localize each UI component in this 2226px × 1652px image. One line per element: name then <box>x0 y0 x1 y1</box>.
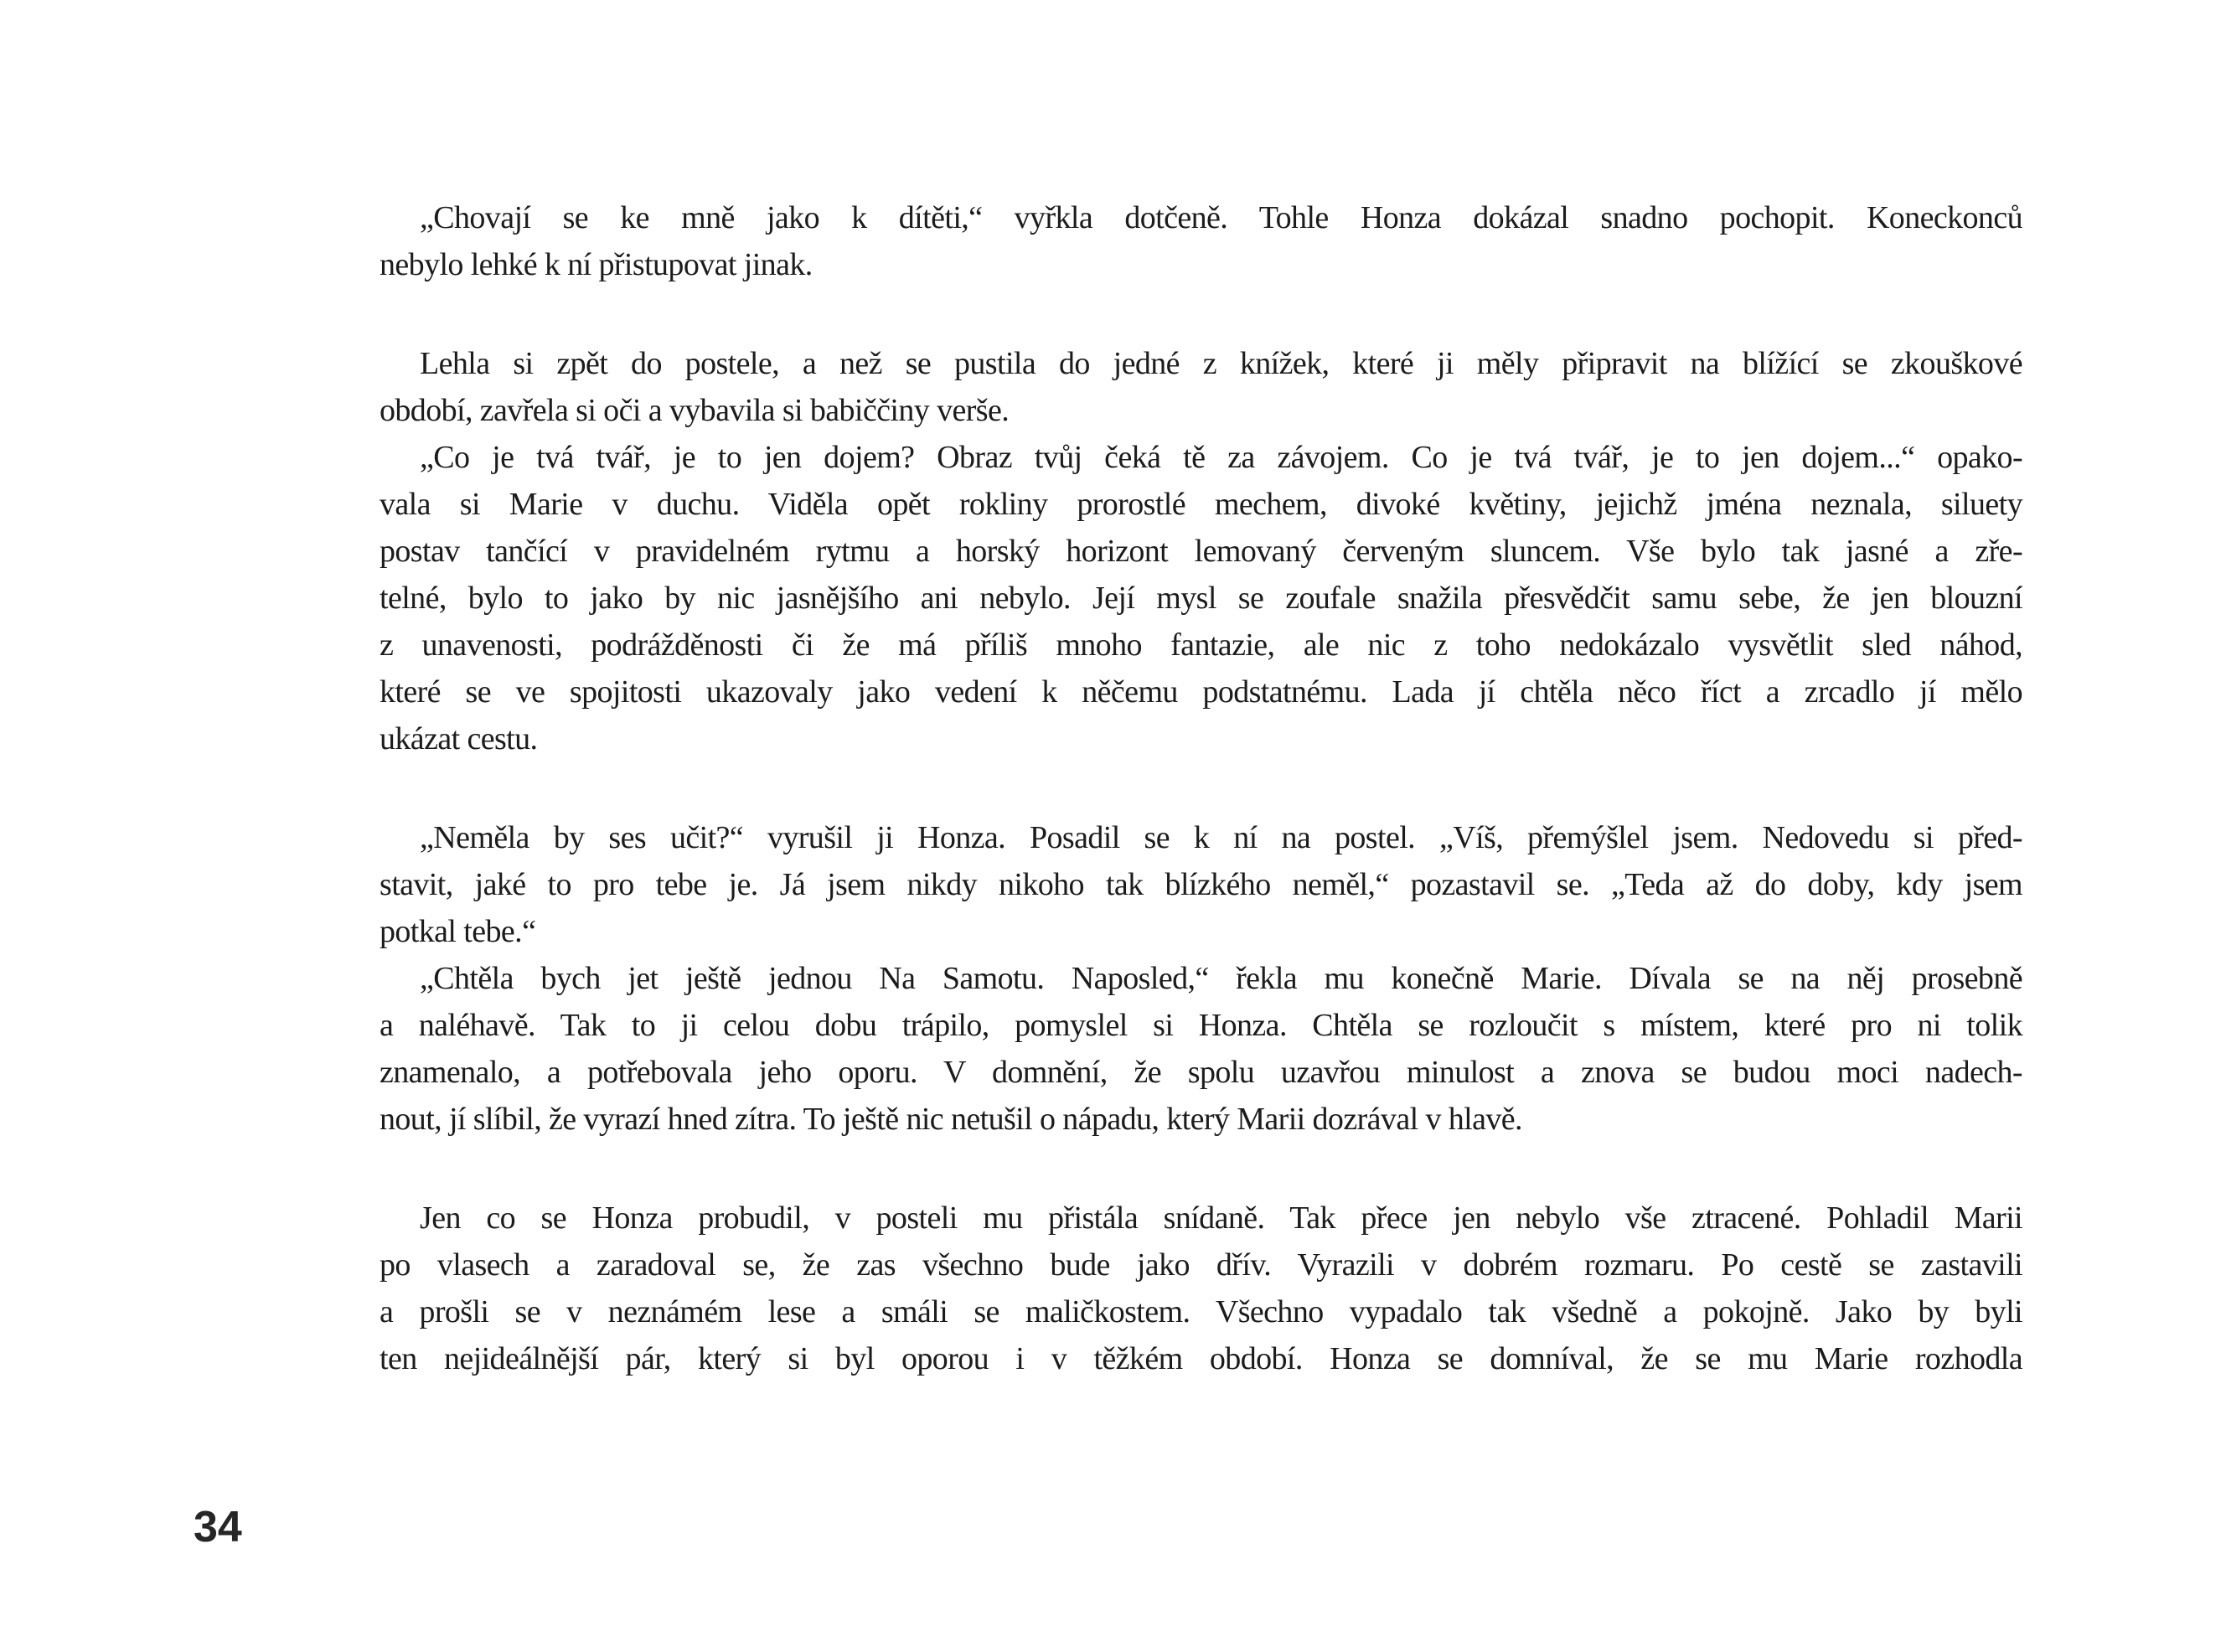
text-line: z unavenosti, podrážděnosti či že má příliš mnoho fantazie, ale nic z toho nedokázalo vysvětlit sled náhod, <box>380 627 2022 663</box>
text-line: stavit, jaké to pro tebe je. Já jsem nikdy nikoho tak blízkého neměl,“ pozastavil se. „Teda až do doby, kdy jsem <box>380 867 2022 902</box>
text-line: ten nejideálnější pár, který si byl oporou i v těžkém období. Honza se domníval, že se mu Marie rozhodla <box>380 1341 2022 1376</box>
page-number: 34 <box>194 1503 242 1551</box>
text-line: Lehla si zpět do postele, a než se pustila do jedné z knížek, které ji měly připravit na blížící se zkouškové <box>420 346 2022 381</box>
text-line: nout, jí slíbil, že vyrazí hned zítra. To ještě nic netušil o nápadu, který Marii dozrával v hlavě. <box>380 1102 1522 1137</box>
text-line: a prošli se v neznámém lese a smáli se maličkostem. Všechno vypadalo tak všedně a pokojně. Jako by byli <box>380 1294 2022 1329</box>
text-line: potkal tebe.“ <box>380 914 536 949</box>
paragraph <box>380 955 2022 1143</box>
text-line: nebylo lehké k ní přistupovat jinak. <box>380 247 813 282</box>
text-line: „Chtěla bych jet ještě jednou Na Samotu. Naposled,“ řekla mu konečně Marie. Dívala se na něj prosebně <box>420 961 2022 996</box>
text-line: „Neměla by ses učit?“ vyrušil ji Honza. Posadil se k ní na postel. „Víš, přemýšlel jsem. Nedovedu si před- <box>420 820 2022 855</box>
paragraph <box>380 434 2022 762</box>
text-line: vala si Marie v duchu. Viděla opět rokliny prorostlé mechem, divoké květiny, jejichž jména neznala, siluety <box>380 487 2022 522</box>
text-block <box>380 194 2022 1382</box>
text-line: „Chovají se ke mně jako k dítěti,“ vyřkla dotčeně. Tohle Honza dokázal snadno pochopit. Koneckonců <box>420 200 2022 235</box>
text-line: telné, bylo to jako by nic jasnějšího ani nebylo. Její mysl se zoufale snažila přesvědčit samu sebe, že jen blouzní <box>380 581 2022 616</box>
paragraph <box>380 194 2022 288</box>
text-line: které se ve spojitosti ukazovaly jako vedení k něčemu podstatnému. Lada jí chtěla něco říct a zrcadlo jí mělo <box>380 674 2022 710</box>
text-line: postav tančící v pravidelném rytmu a horský horizont lemovaný červeným sluncem. Vše bylo tak jasné a zře- <box>380 534 2022 569</box>
paragraph <box>380 340 2022 434</box>
text-line: období, zavřela si oči a vybavila si babiččiny verše. <box>380 393 1010 428</box>
text-line: a naléhavě. Tak to ji celou dobu trápilo, pomyslel si Honza. Chtěla se rozloučit s místem, které pro ni tolik <box>380 1008 2022 1043</box>
text-line: Jen co se Honza probudil, v posteli mu přistála snídaně. Tak přece jen nebylo vše ztracené. Pohladil Marii <box>420 1200 2022 1236</box>
text-line: ukázat cestu. <box>380 721 538 756</box>
paragraph <box>380 1195 2022 1382</box>
text-line: znamenalo, a potřebovala jeho oporu. V domnění, že spolu uzavřou minulost a znova se budou moci nadech- <box>380 1055 2022 1090</box>
text-line: po vlasech a zaradoval se, že zas všechno bude jako dřív. Vyrazili v dobrém rozmaru. Po cestě se zastavili <box>380 1247 2022 1283</box>
text-line: „Co je tvá tvář, je to jen dojem? Obraz tvůj čeká tě za závojem. Co je tvá tvář, je to jen dojem...“ opako- <box>420 440 2022 475</box>
paragraph <box>380 814 2022 955</box>
